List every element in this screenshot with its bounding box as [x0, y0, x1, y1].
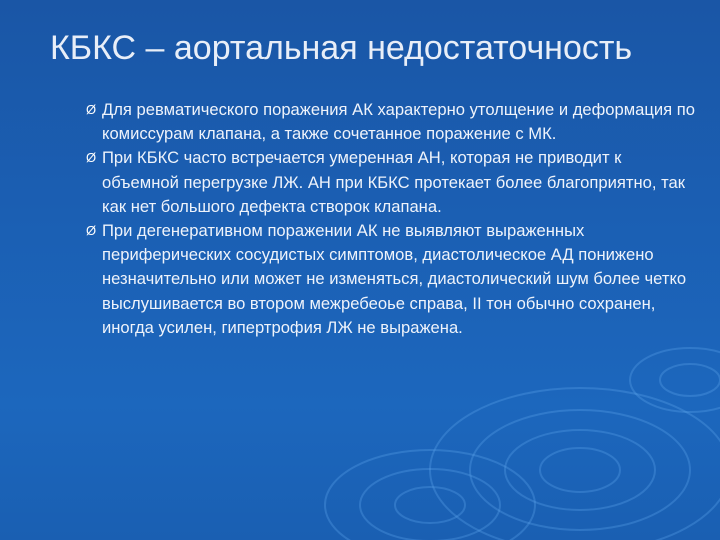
bullet-item: [86, 146, 696, 219]
arrow-bullet-icon: Ø: [86, 102, 97, 117]
arrow-bullet-icon: Ø: [86, 150, 97, 166]
bullet-item: [86, 219, 696, 340]
bullet-text: При КБКС часто встречается умеренная АН, которая не приводит к объемной перегрузке ЛЖ. АН при КБКС протекает более благоприятно, так как нет большого дефекта створок клапана.: [102, 148, 685, 216]
bullet-text: При дегенеративном поражении АК не выявляют выраженных периферических сосудистых симптомов, диастолическое АД понижено незначительно или может не изменяться, диастолический шум более четко выслушивается во втором межребеоье справа, II тон обычно сохранен, иногда усилен, гипертрофия ЛЖ не выражена.: [102, 221, 687, 337]
bullet-item: [86, 98, 696, 146]
bullet-list: [86, 98, 696, 340]
arrow-bullet-icon: Ø: [86, 223, 97, 239]
bullet-text: Для ревматического поражения АК характерно утолщение и деформация по комиссурам клапана, а также сочетанное поражение с МК.: [102, 100, 695, 144]
slide-title: КБКС – аортальная недостаточность: [50, 29, 633, 67]
